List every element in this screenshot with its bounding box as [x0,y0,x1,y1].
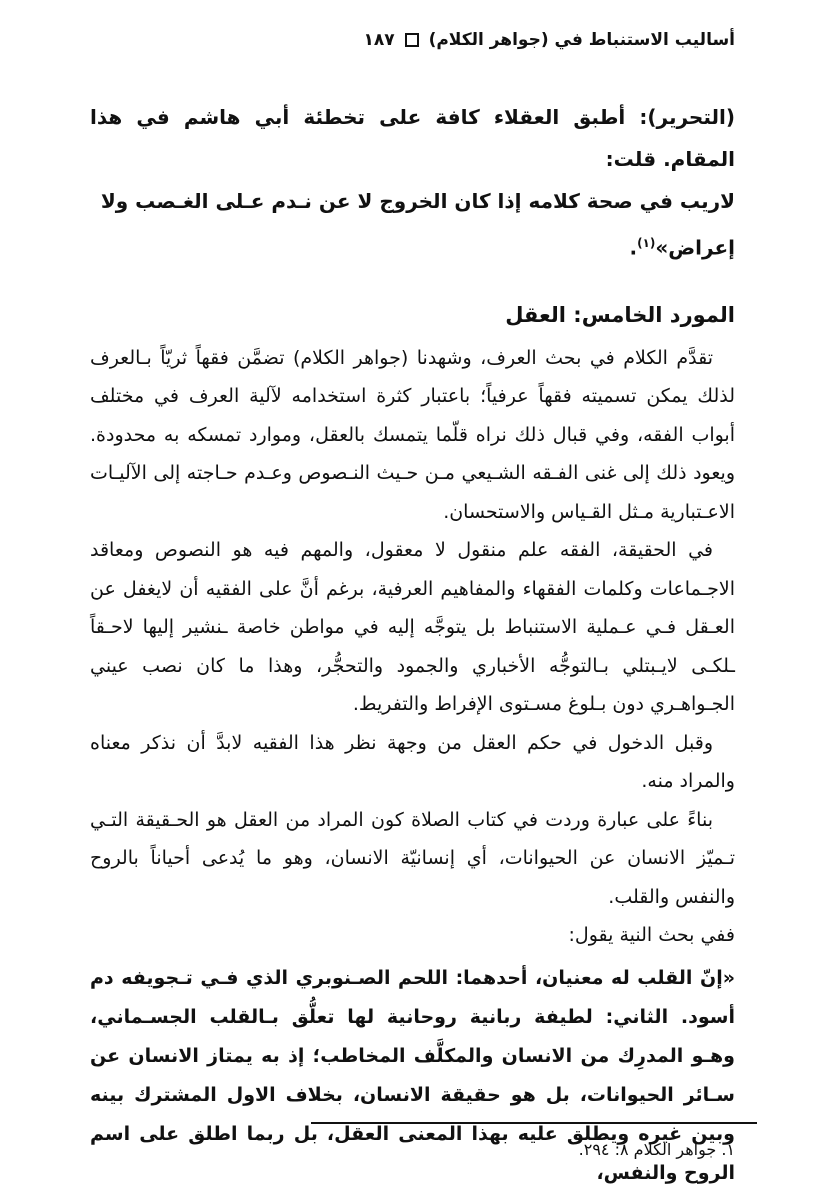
footnote-divider [311,1122,757,1124]
footnote-ref: (١) [637,236,656,250]
paragraph: وقبل الدخول في حكم العقل من وجهة نظر هذا الفقيه لابدَّ أن نذكر معناه والمراد منه. [90,731,735,793]
footnote: ١. جواهر الكلام ٨: ٢٩٤. [578,1140,735,1159]
quote-end-punct: . [629,235,638,260]
paragraph: ففي بحث النية يقول: [568,924,735,947]
quote-line-text: إعراض» [655,235,735,260]
header-separator-box [405,33,419,47]
paragraph: تقدَّم الكلام في بحث العرف، وشهدنا (جواهر الكلام) تضمَّن فقهاً ثريّاً بـالعرف لذلك يمكن تسميته فقهاً عرفياً؛ باعتبار كثرة استخدامه لآلية العرف في مختلف أبواب الفقه، وفي قبال ذلك نراه قلّما يتمسك بالعقل، وموارد تمسكه به محدودة. ويعود ذلك إلى غنى الفـقه الشـيعي مـن حـيث النـصوص وعـدم حـاجته إلى الآليـات الاعـتبارية مـثل القـياس والاستحسان. [90,346,735,523]
paragraph: بناءً على عبارة وردت في كتاب الصلاة كون المراد من العقل هو الحـقيقة التـي تـميّز الانسان عن الحيوانات، أي إنسانيّة الانسان، وهو ما يُدعى أحياناً بالروح والنفس والقلب. [90,808,735,908]
quote-line: لاريب في صحة كلامه إذا كان الخروج لا عن نـدم عـلى الغـصب ولا [100,189,735,213]
inner-quote: «إنّ القلب له معنيان، أحدهما: اللحم الصـنوبري الذي فـي تـجويفه دم أسود. الثاني: لطيفة ربانية روحانية لها تعلُّق بـالقلب الجسـماني، وهـو المدرِك من الانسان والمكلَّف المخاطب؛ إذ به يمتاز الانسان عن سـائر الحيوانات، بل هو حقيقة الانسان، بخلاف الاول المشترك بينه وبين غيره ويطلق عليه بهذا المعنى العقل، بل ربما اطلق على اسم الروح والنفس، [90,966,735,1184]
running-header [45,30,735,50]
page-content [90,96,735,1193]
header-title: أساليب الاستنباط في (جواهر الكلام) [428,30,735,50]
section-title: المورد الخامس: العقل [505,302,735,327]
quote-line [90,222,735,269]
page-number: ١٨٧ [363,30,395,50]
paragraph: في الحقيقة، الفقه علم منقول لا معقول، والمهم فيه هو النصوص ومعاقد الاجـماعات وكلمات الفقهاء والمفاهيم العرفية، برغم أنَّ على الفقيه أن لايغفل عن العـقل فـي عـملية الاستنباط بل يتوجَّه إليه في مواطن خاصة ـنشير إليها لاحـقاً ـلكـى لايـبتلي بـالتوجُّه الأخباري والجمود والتحجُّر، وهذا ما كان نصب عيني الجـواهـري دون بـلوغ مسـتوى الإفراط والتفريط. [90,539,735,716]
quote-line: (التحرير): أطبق العقلاء كافة على تخطئة أبي هاشم في هذا المقام. قلت: [90,105,735,171]
body-text [90,339,735,955]
quote-block [90,96,735,269]
